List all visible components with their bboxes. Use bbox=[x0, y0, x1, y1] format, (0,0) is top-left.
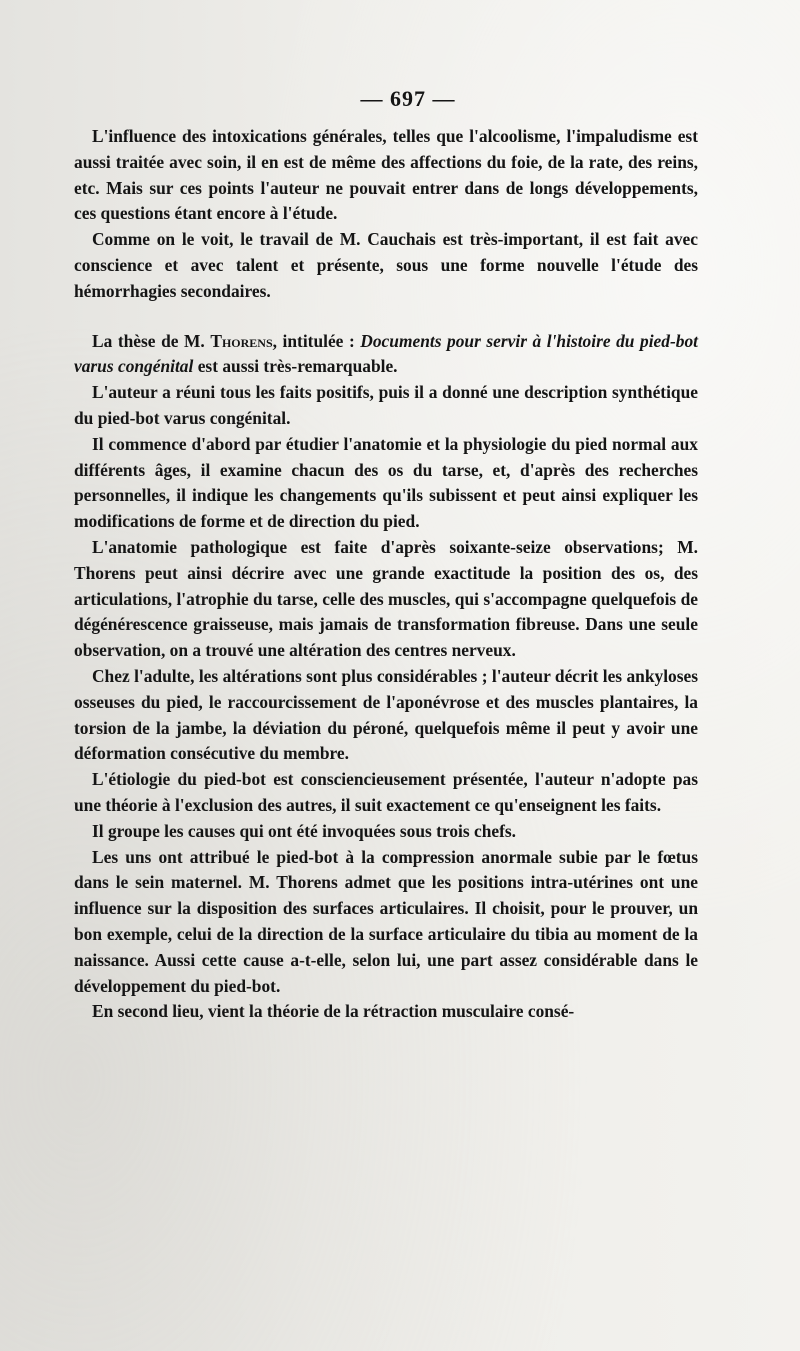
thesis-remark-text: est aussi très-remarquable. bbox=[197, 356, 398, 377]
paragraph-retraction: En second lieu, vient la théorie de la rétraction musculaire consé- bbox=[92, 1001, 575, 1022]
author-name: Thorens bbox=[210, 330, 273, 351]
paragraph-anatomie: Il commence d'abord par étudier l'anatomie et la physiologie du pied normal aux différents âges, il examine chacun des os du tarse, et, d'après des recherches personnelles, il indique les changements qu'ils subissent et peut ainsi expliquer les modifications de forme et de direction du pied. bbox=[74, 433, 698, 532]
paragraph-cauchais: Comme on le voit, le travail de M. Cauchais est très-important, il est fait avec conscience et avec talent et présente, sous une forme nouvelle l'étude des hémorrhagies secondaires. bbox=[74, 229, 698, 301]
body-text bbox=[74, 124, 698, 1025]
paragraph-anatomie-pathologique: L'anatomie pathologique est faite d'après soixante-seize observations; M. Thorens peut ainsi décrire avec une grande exactitude la position des os, des articulations, l'atrophie du tarse, celle des muscles, qui s'accompagne quelquefois de dégénérescence graisseuse, mais jamais de transformation fibreuse. Dans une seule observation, on a trouvé une altération des centres nerveux. bbox=[74, 536, 698, 661]
paragraph-thorens-thesis bbox=[74, 329, 698, 381]
paragraph-etiologie: L'étiologie du pied-bot est consciencieusement présentée, l'auteur n'adopte pas une théorie à l'exclusion des autres, il suit exactement ce qu'enseignent les faits. bbox=[74, 769, 698, 815]
paragraph-trois-chefs: Il groupe les causes qui ont été invoquées sous trois chefs. bbox=[92, 820, 517, 841]
paragraph-adulte: Chez l'adulte, les altérations sont plus considérables ; l'auteur décrit les ankyloses osseuses du pied, le raccourcissement de l'aponévrose et des muscles plantaires, la torsion de la jambe, la déviation du péroné, quelquefois même il peut y avoir une déformation consécutive du membre. bbox=[74, 665, 698, 764]
thesis-intro-text: La thèse de M. bbox=[92, 330, 205, 351]
thesis-title: Documents pour servir à l'histoire du pied-bot varus congénital bbox=[74, 330, 698, 377]
page-number: — 697 — bbox=[360, 86, 456, 111]
paragraph-intoxications: L'influence des intoxications générales, telles que l'alcoolisme, l'impaludisme est aussi traitée avec soin, il en est de même des affections du foie, de la rate, des reins, etc. Mais sur ces points l'auteur ne pouvait entrer dans de longs développements, ces questions étant encore à l'étude. bbox=[74, 126, 698, 224]
thesis-intitulee-text: , intitulée : bbox=[272, 330, 355, 351]
paragraph-faits-positifs: L'auteur a réuni tous les faits positifs, puis il a donné une description synthétique du pied-bot varus congénital. bbox=[74, 382, 698, 428]
paragraph-compression: Les uns ont attribué le pied-bot à la compression anormale subie par le fœtus dans le sein maternel. M. Thorens admet que les positions intra-utérines ont une influence sur la disposition des surfaces articulaires. Il choisit, pour le prouver, un bon exemple, celui de la direction de la surface articulaire du tibia au moment de la naissance. Aussi cette cause a-t-elle, selon lui, une part assez considérable dans le développement du pied-bot. bbox=[74, 846, 698, 996]
